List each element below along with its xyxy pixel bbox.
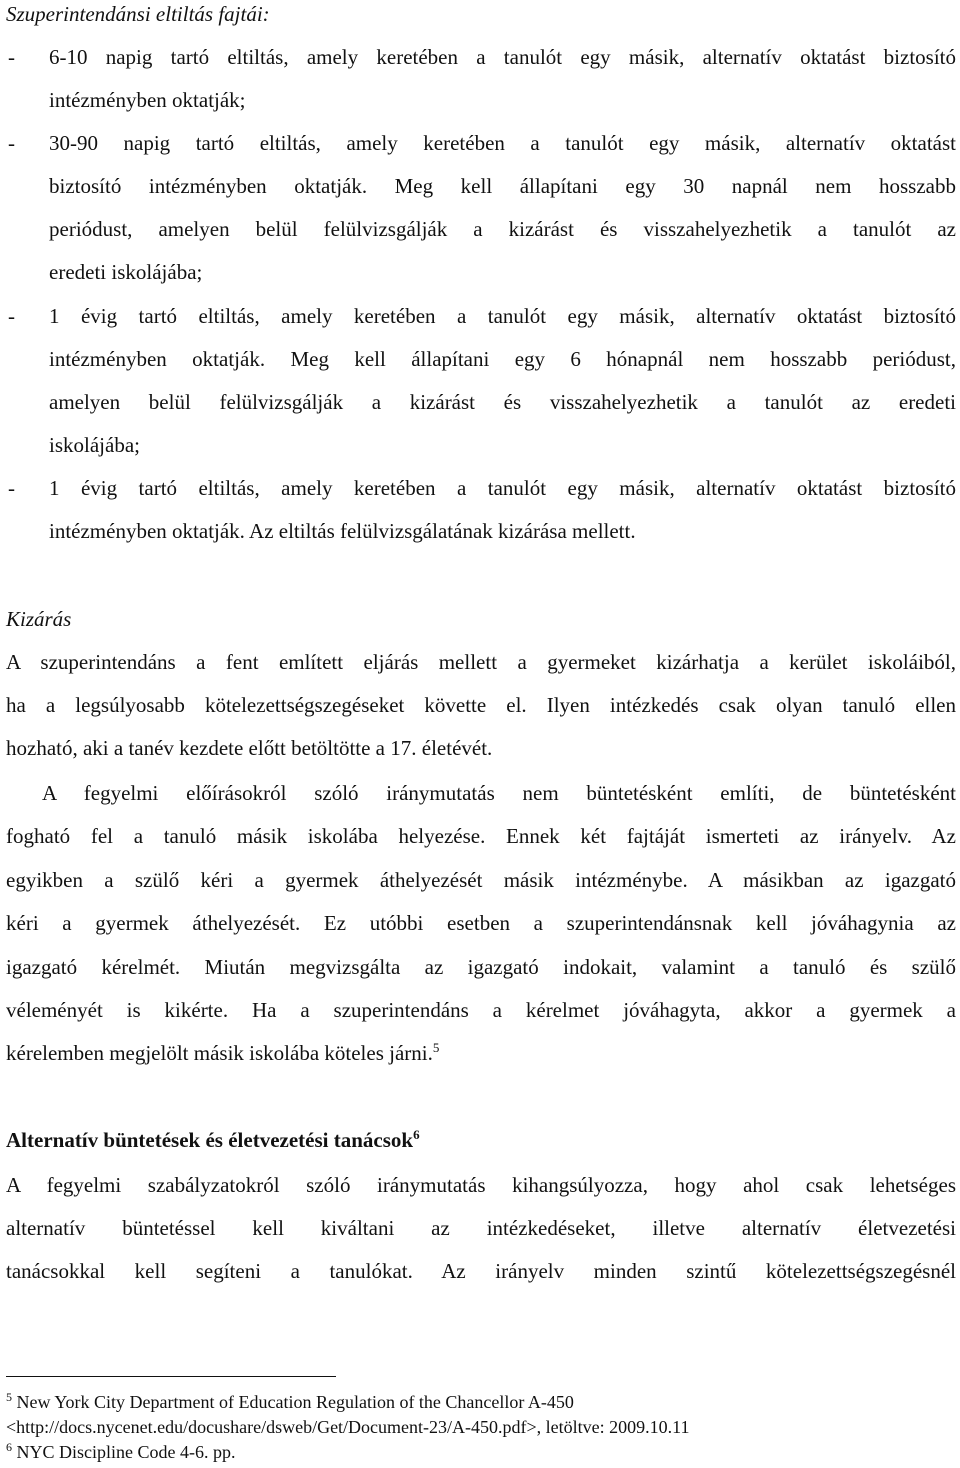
paragraph-transfer-line-1: A fegyelmi előírásokról szóló iránymutatás nem büntetésként említi, de büntetésként: [42, 781, 956, 805]
list-item-3-line-4: iskolájába;: [49, 433, 140, 457]
paragraph-transfer-line-7: [6, 1039, 956, 1067]
paragraph-expulsion-line-1: A szuperintendáns a fent említett eljárás mellett a gyermeket kizárhatja a kerület iskoláiból,: [6, 650, 956, 674]
footnote-6: [6, 1440, 956, 1464]
list-dash: -: [8, 131, 15, 155]
list-item-3-line-2: intézményben oktatják. Meg kell állapítani egy 6 hónapnál nem hosszabb periódust,: [49, 347, 956, 371]
paragraph-expulsion-line-2: ha a legsúlyosabb kötelezettségszegéseket követte el. Ilyen intézkedés csak olyan tanuló ellen: [6, 693, 956, 717]
section-heading-expulsion: Kizárás: [6, 607, 72, 631]
list-item-1-line-2: intézményben oktatják;: [49, 88, 246, 112]
paragraph-transfer-line-6: véleményét is kikérte. Ha a szuperintendáns a kérelmet jóváhagyta, akkor a gyermek a: [6, 998, 956, 1022]
paragraph-alternative-line-3: tanácsokkal kell segíteni a tanulókat. Az irányelv minden szintű kötelezettségszegésnél: [6, 1259, 956, 1283]
paragraph-transfer-line-3: egyikben a szülő kéri a gyermek áthelyezését másik intézménybe. A másikban az igazgató: [6, 868, 956, 892]
footnote-separator: [6, 1376, 336, 1377]
section-heading-suspension-types: Szuperintendánsi eltiltás fajtái:: [6, 2, 270, 26]
paragraph-transfer-text: kérelemben megjelölt másik iskolába köteles járni.: [6, 1041, 433, 1065]
list-item-3-line-1: 1 évig tartó eltiltás, amely keretében a tanulót egy másik, alternatív oktatást biztosító: [49, 304, 956, 328]
footnote-5-line-2[interactable]: <http://docs.nycenet.edu/docushare/dsweb/Get/Document-23/A-450.pdf>, letöltve: 2009.10.11: [6, 1417, 690, 1437]
section-heading-alternative-text: Alternatív büntetések és életvezetési tanácsok: [6, 1128, 414, 1152]
list-item-3-line-3: amelyen belül felülvizsgálják a kizárást és visszahelyezhetik a tanulót az eredeti: [49, 390, 956, 414]
paragraph-transfer-line-4: kéri a gyermek áthelyezését. Ez utóbbi esetben a szuperintendánsnak kell jóváhagynia az: [6, 911, 956, 935]
paragraph-transfer-line-2: fogható fel a tanuló másik iskolába helyezése. Ennek két fajtáját ismerteti az irányelv. Az: [6, 824, 956, 848]
footnote-5-line-1: [6, 1390, 956, 1414]
list-item-2-line-3: periódust, amelyen belül felülvizsgálják a kizárást és visszahelyezhetik a tanulót az: [49, 217, 956, 241]
list-item-2-line-2: biztosító intézményben oktatják. Meg kell állapítani egy 30 napnál nem hosszabb: [49, 174, 956, 198]
list-item-4-line-2: intézményben oktatják. Az eltiltás felülvizsgálatának kizárása mellett.: [49, 519, 636, 543]
list-item-2-line-4: eredeti iskolájába;: [49, 260, 203, 284]
list-dash: -: [8, 304, 15, 328]
footnote-ref-5[interactable]: 5: [432, 1040, 440, 1055]
list-item-4-line-1: 1 évig tartó eltiltás, amely keretében a tanulót egy másik, alternatív oktatást biztosító: [49, 476, 956, 500]
paragraph-alternative-line-2: alternatív büntetéssel kell kiváltani az intézkedéseket, illetve alternatív életvezetési: [6, 1216, 956, 1240]
footnote-5-number: 5: [6, 1390, 12, 1404]
paragraph-expulsion-line-3: hozható, aki a tanév kezdete előtt betöltötte a 17. életévét.: [6, 736, 493, 760]
list-dash: -: [8, 45, 15, 69]
list-item-2-line-1: 30-90 napig tartó eltiltás, amely keretében a tanulót egy másik, alternatív oktatást: [49, 131, 956, 155]
footnote-6-text: NYC Discipline Code 4-6. pp.: [16, 1442, 236, 1462]
footnote-6-number: 6: [6, 1440, 12, 1454]
list-dash: -: [8, 476, 15, 500]
footnote-5-text: New York City Department of Education Regulation of the Chancellor A-450: [16, 1392, 574, 1412]
paragraph-alternative-line-1: A fegyelmi szabályzatokról szóló iránymutatás kihangsúlyozza, hogy ahol csak lehetséges: [6, 1173, 956, 1197]
list-item-1-line-1: 6-10 napig tartó eltiltás, amely keretében a tanulót egy másik, alternatív oktatást biztosító: [49, 45, 956, 69]
paragraph-transfer-line-5: igazgató kérelmét. Miután megvizsgálta az igazgató indokait, valamint a tanuló és szülő: [6, 955, 956, 979]
footnote-ref-6[interactable]: 6: [413, 1127, 420, 1142]
section-heading-alternative: [6, 1126, 956, 1154]
